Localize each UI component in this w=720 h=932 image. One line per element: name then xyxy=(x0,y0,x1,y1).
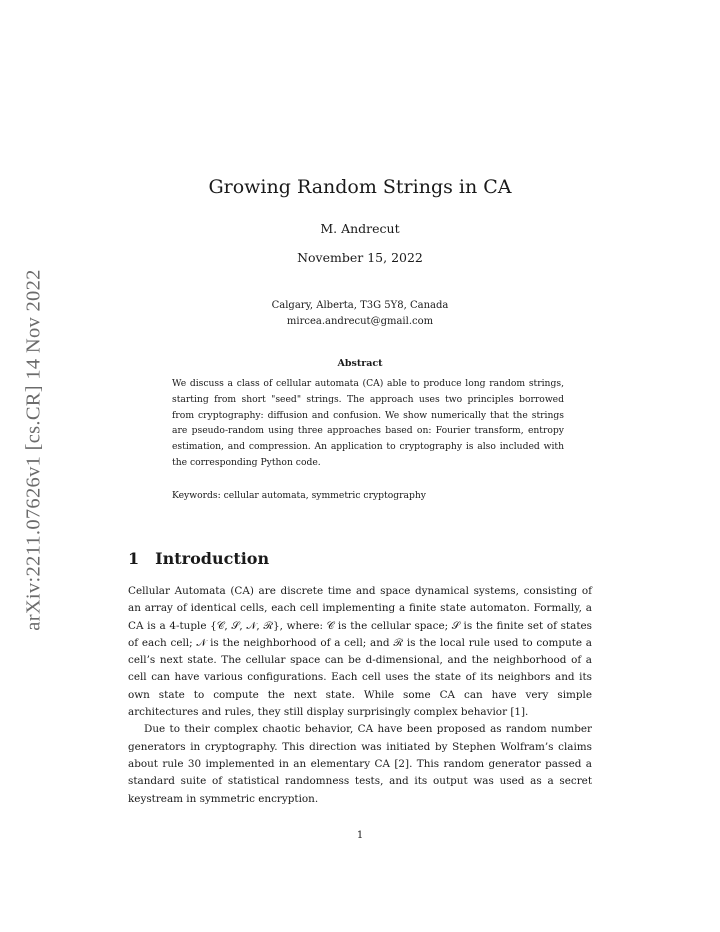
arxiv-identifier-stamp: arXiv:2211.07626v1 [cs.CR] 14 Nov 2022 xyxy=(22,269,45,631)
section-number: 1 xyxy=(128,549,140,568)
paper-title: Growing Random Strings in CA xyxy=(208,176,512,198)
paragraph: Due to their complex chaotic behavior, CA have been proposed as random number generators in cryptography. This direction was initiated by Stephen Wolfram’s claims about rule 30 implemented in an elementary CA [2]. This random generator passed a standard suite of statistical randomness tests, and its output was used as a secret keystream in symmetric encryption. xyxy=(128,723,592,805)
section-title: Introduction xyxy=(155,549,270,568)
affiliation-address: Calgary, Alberta, T3G 5Y8, Canada xyxy=(271,300,449,311)
affiliation-block xyxy=(0,298,720,330)
section-body xyxy=(128,583,592,808)
paragraph: Cellular Automata (CA) are discrete time and space dynamical systems, consisting of an array of identical cells, each cell implementing a finite state automaton. Formally, a CA is a 4-tuple {𝒞, 𝒮, 𝒩, ℛ}, where: 𝒞 is the cellular space; 𝒮 is the finite set of states of each cell; 𝒩 is the neighborhood of a cell; and ℛ is the local rule used to compute a cell’s next state. The cellular space can be d-dimensional, and the neighborhood of a cell can have various configurations. Each cell uses the state of its neighbors and its own state to compute the next state. While some CA can have very simple architectures and rules, they still display surprisingly complex behavior [1]. xyxy=(128,585,592,719)
abstract-text: We discuss a class of cellular automata (CA) able to produce long random strings, starting from short "seed" strings. The approach uses two principles borrowed from cryptography: diffusion and confusion. We show numerically that the strings are pseudo-random using three approaches based on: Fourier transform, entropy estimation, and compression. An application to cryptography is also included with the corresponding Python code. xyxy=(172,378,564,468)
keywords-line: Keywords: cellular automata, symmetric cryptography xyxy=(172,490,426,501)
abstract-heading: Abstract xyxy=(337,358,383,369)
author-name: M. Andrecut xyxy=(320,221,400,236)
author-email: mircea.andrecut@gmail.com xyxy=(286,316,434,327)
section-heading xyxy=(128,549,269,568)
page-number: 1 xyxy=(356,830,364,841)
publication-date: November 15, 2022 xyxy=(297,250,423,265)
